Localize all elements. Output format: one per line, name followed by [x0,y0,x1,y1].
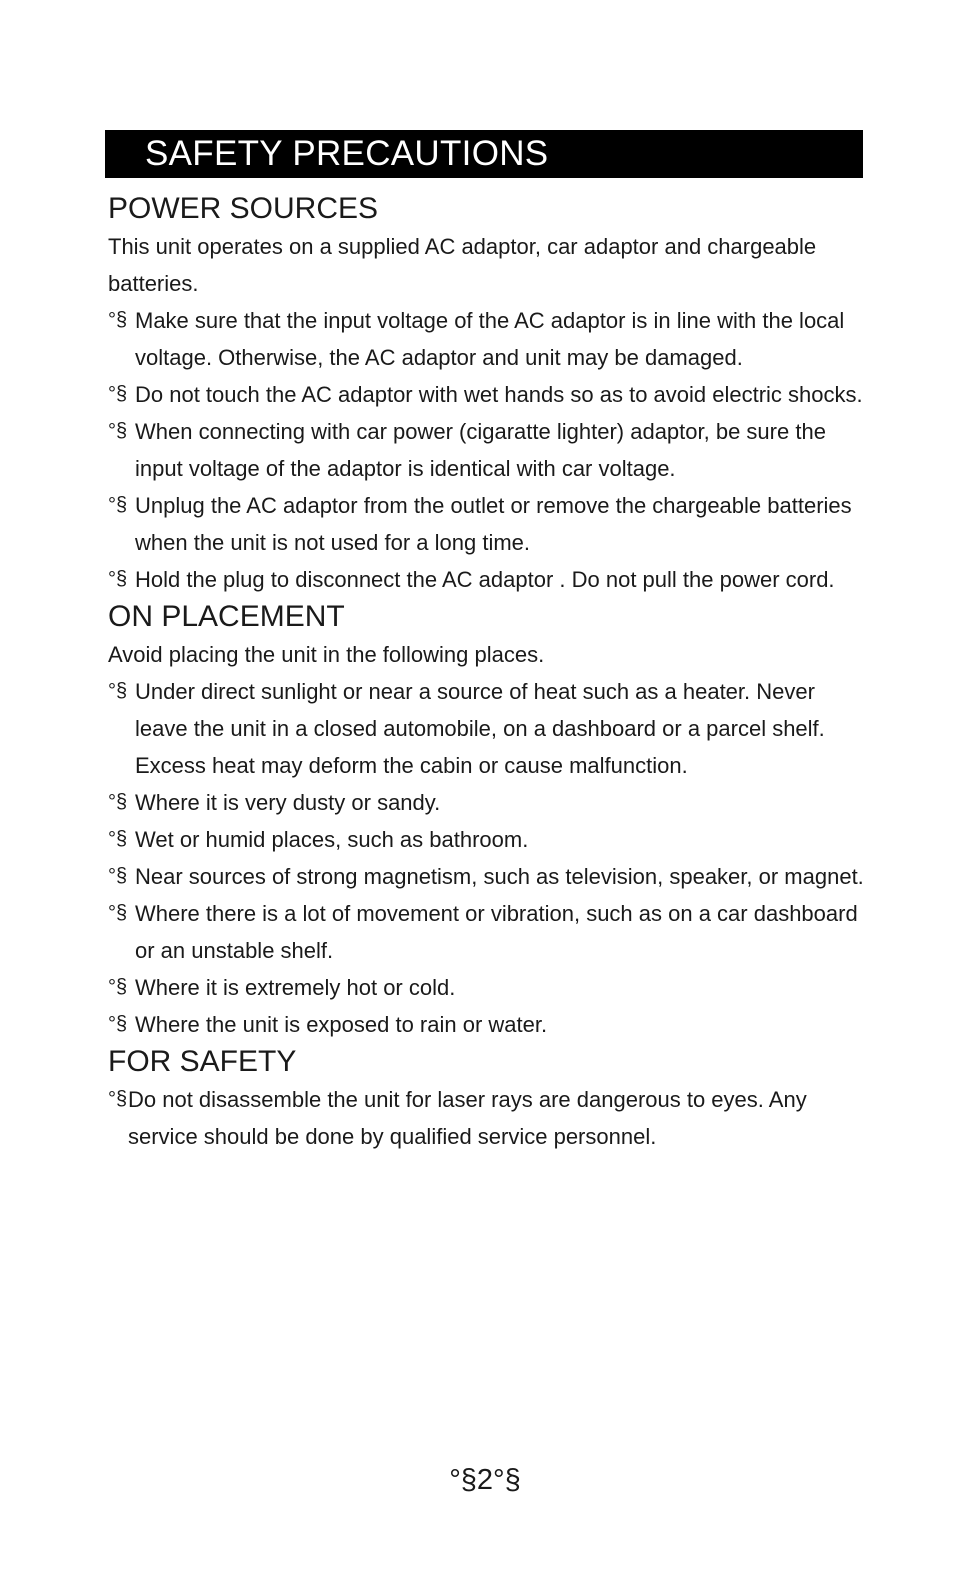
list-item-text: Where the unit is exposed to rain or water. [135,1012,548,1037]
bullet-mark: °§ [108,494,128,516]
section-heading-for-safety: FOR SAFETY [108,1045,297,1078]
list-item-text: Wet or humid places, such as bathroom. [135,827,529,852]
bullet-mark: °§ [108,791,128,813]
list-item-text: Where it is very dusty or sandy. [135,790,441,815]
list-item [108,858,868,895]
bullet-mark: °§ [108,568,128,590]
list-item [108,302,868,376]
list-item [108,561,868,598]
list-item [108,969,868,1006]
bullet-mark: °§ [108,828,128,850]
list-item-text: Where there is a lot of movement or vibration, such as on a car dashboard or an unstable shelf. [135,901,858,963]
section-heading-on-placement: ON PLACEMENT [108,600,345,633]
document-body [108,190,868,1155]
list-item [108,821,868,858]
list-item-text: Under direct sunlight or near a source of heat such as a heater. Never leave the unit in a closed automobile, on a dashboard or a parcel shelf. Excess heat may deform the cabin or cause malfunction. [135,679,825,778]
section-heading-power-sources: POWER SOURCES [108,192,379,225]
power-sources-intro: This unit operates on a supplied AC adaptor, car adaptor and chargeable batteries. [108,234,817,296]
bullet-mark: °§ [108,420,128,442]
list-item [108,413,868,487]
list-item [108,487,868,561]
bullet-mark: °§ [108,1088,128,1110]
list-item [108,784,868,821]
list-item-text: Do not disassemble the unit for laser rays are dangerous to eyes. Any service should be done by qualified service personnel. [128,1087,807,1149]
list-item-text: Unplug the AC adaptor from the outlet or remove the chargeable batteries when the unit is not used for a long time. [135,493,852,555]
list-item [108,1081,868,1155]
bullet-mark: °§ [108,976,128,998]
list-item-text: Do not touch the AC adaptor with wet hands so as to avoid electric shocks. [135,382,863,407]
list-item [108,673,868,784]
bullet-mark: °§ [108,1013,128,1035]
list-item-text: Hold the plug to disconnect the AC adaptor . Do not pull the power cord. [135,567,835,592]
page-title-banner [105,130,863,178]
list-item [108,1006,868,1043]
bullet-mark: °§ [108,383,128,405]
list-item [108,895,868,969]
list-item-text: Near sources of strong magnetism, such as television, speaker, or magnet. [135,864,864,889]
bullet-mark: °§ [108,865,128,887]
list-item [108,376,868,413]
bullet-mark: °§ [108,680,128,702]
bullet-mark: °§ [108,309,128,331]
bullet-mark: °§ [108,902,128,924]
page-title: SAFETY PRECAUTIONS [145,134,549,173]
on-placement-intro: Avoid placing the unit in the following places. [108,642,545,667]
list-item-text: When connecting with car power (cigaratte lighter) adaptor, be sure the input voltage of the adaptor is identical with car voltage. [135,419,826,481]
list-item-text: Make sure that the input voltage of the AC adaptor is in line with the local voltage. Otherwise, the AC adaptor and unit may be damaged. [135,308,845,370]
page-number: °§2°§ [449,1464,521,1496]
list-item-text: Where it is extremely hot or cold. [135,975,456,1000]
